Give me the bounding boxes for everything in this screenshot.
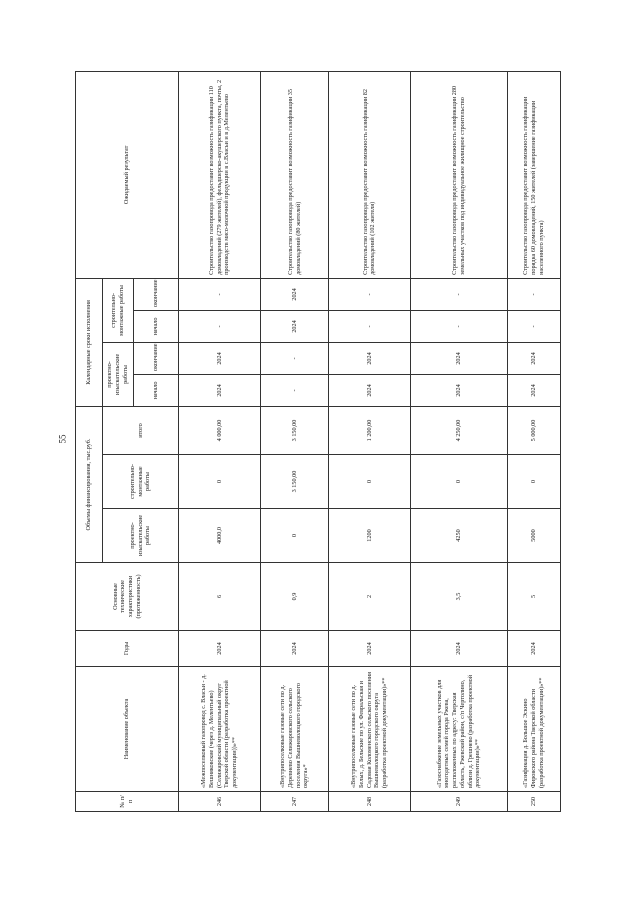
row-smr-end: -: [507, 278, 560, 310]
row-total: 1 200,00: [328, 406, 410, 454]
header-smr-start: начало: [134, 310, 179, 342]
row-smr: 0: [179, 455, 261, 509]
rotated-page: [75, 72, 561, 812]
row-name: «Газификация д. Большое Эскино Фировского района Тверской области (разработка проектной документации)»**: [507, 667, 560, 792]
row-pir: 0: [261, 509, 329, 563]
row-smr: 0: [411, 455, 508, 509]
row-num: 246: [179, 792, 261, 812]
header-cm-works: строительно-монтажные работы: [103, 455, 179, 509]
table-row: [507, 71, 560, 811]
row-name: «Внутрипоселковые газовые сети по д. Белых, д. Бельские по ул. Февральская и Садовая Коломенского сельского поселения Вышневолоцкого городского округа (разработка проектной документации)»**: [328, 667, 410, 792]
row-year: 2024: [411, 631, 508, 667]
table-row: [261, 71, 329, 811]
row-total: 3 150,00: [261, 406, 329, 454]
row-pir-start: 2024: [507, 374, 560, 406]
row-pir-end: 2024: [507, 342, 560, 374]
row-smr-start: -: [179, 310, 261, 342]
header-years: Годы: [76, 631, 179, 667]
row-smr-end: -: [411, 278, 508, 310]
table-row: [179, 71, 261, 811]
row-result: Строительство газопровода предоставит возможность газификации 35 домовладений (80 жителей): [261, 71, 329, 278]
row-name: «Газоснабжение земельных участков для многодетных семей города Ржева, расположенных по адресу: Тверская область, Ржевский район, с/п Чертолино, вблизи д. Грешнево (разработка проектной документации)»**: [411, 667, 508, 792]
header-pir-end: окончание: [134, 342, 179, 374]
row-num: 249: [411, 792, 508, 812]
header-smr-end: окончание: [134, 278, 179, 310]
row-pir: 4000,0: [179, 509, 261, 563]
row-name: «Межпоселковый газопровод с. Власьи - д. Вешняковские (через д. Мелентьево) (Селижаровский муниципальный округ Тверской области (разработка проектной документации))»**: [179, 667, 261, 792]
header-total: итого: [103, 406, 179, 454]
row-smr: 0: [507, 455, 560, 509]
row-total: 4 250,00: [411, 406, 508, 454]
header-dates: Календарные сроки исполнения: [76, 278, 103, 406]
row-num: 247: [261, 792, 329, 812]
row-smr: 3 150,00: [261, 455, 329, 509]
gas-pipeline-table: [75, 71, 561, 812]
row-name: «Внутрипоселковые газовые сети по д. Деревнево Селижаровского сельского поселения Вышневолоцкого городского округа»*: [261, 667, 329, 792]
row-pir-start: 2024: [179, 374, 261, 406]
row-result: Строительство газопровода предоставит возможность газификации 82 домовладений (102 жителя): [328, 71, 410, 278]
row-smr-end: 2024: [261, 278, 329, 310]
row-pir: 5000: [507, 509, 560, 563]
row-pir: 4250: [411, 509, 508, 563]
row-chars: 6: [179, 563, 261, 631]
row-smr: 0: [328, 455, 410, 509]
row-chars: 3,5: [411, 563, 508, 631]
table-row: [411, 71, 508, 811]
row-year: 2024: [179, 631, 261, 667]
row-pir-start: 2024: [328, 374, 410, 406]
row-chars: 5: [507, 563, 560, 631]
header-characteristics: Основные технические характеристики (протяженность): [76, 563, 179, 631]
row-smr-start: -: [411, 310, 508, 342]
row-pir-end: 2024: [179, 342, 261, 374]
row-num: 250: [507, 792, 560, 812]
header-num: № п/п: [76, 792, 179, 812]
row-year: 2024: [261, 631, 329, 667]
row-pir-start: 2024: [411, 374, 508, 406]
header-design-survey: проектно-изыскательские работы: [103, 342, 134, 406]
row-result: Строительство газопровода предоставит возможность газификации 110 домовладений (279 жителей), фельдшерско-акушерского пункта, почты, 2 производств мясо-молочной продукции в с.Власьи и в д.Мелентьево: [179, 71, 261, 278]
row-pir-start: -: [261, 374, 329, 406]
row-pir: 1200: [328, 509, 410, 563]
row-total: 5 000,00: [507, 406, 560, 454]
row-pir-end: 2024: [328, 342, 410, 374]
header-name: Наименование объекта: [76, 667, 179, 792]
row-smr-start: 2024: [261, 310, 329, 342]
header-result: Ожидаемый результат: [76, 71, 179, 278]
page-number: 55: [57, 434, 68, 444]
row-smr-start: -: [507, 310, 560, 342]
row-result: Строительство газопровода предоставит возможность газификации порядка 60 домовладений, 150 жителей (завершение газификации населенного пункта): [507, 71, 560, 278]
header-pir-start: начало: [134, 374, 179, 406]
header-construction: строительно-монтажные работы: [103, 278, 134, 342]
table-row: [328, 71, 410, 811]
header-design-works: проектно-изыскательские работы: [103, 509, 179, 563]
row-smr-end: -: [179, 278, 261, 310]
row-chars: 0,9: [261, 563, 329, 631]
header-finance: Объемы финансирования, тыс.руб.: [76, 406, 103, 562]
row-year: 2024: [507, 631, 560, 667]
row-chars: 2: [328, 563, 410, 631]
row-pir-end: 2024: [411, 342, 508, 374]
row-smr-start: -: [328, 310, 410, 342]
row-total: 4 000,00: [179, 406, 261, 454]
row-smr-end: -: [328, 278, 410, 310]
row-result: Строительство газопровода предоставит возможность газификации 280 земельных участков под индивидуальное жилищное строительство: [411, 71, 508, 278]
row-pir-end: -: [261, 342, 329, 374]
row-num: 248: [328, 792, 410, 812]
row-year: 2024: [328, 631, 410, 667]
